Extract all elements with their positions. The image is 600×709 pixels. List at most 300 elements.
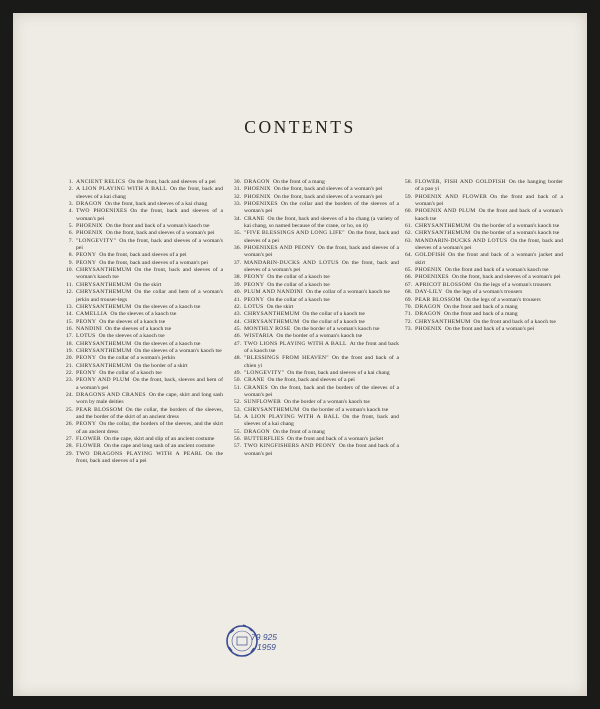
entry-description: On the front, back and sleeves of a woman's pei xyxy=(76,237,223,252)
entry-text xyxy=(76,363,223,370)
entry-description: On the front, back and sleeves of a kai chang xyxy=(76,186,223,200)
entry-description: On the front and back of a chien yi xyxy=(244,355,400,369)
entry-subject: PHOENIX xyxy=(415,267,442,274)
entry-description: On the sleeves of a kaoch tse xyxy=(110,311,177,318)
entry-subject: CHRYSANTHEMUM xyxy=(244,311,300,318)
contents-entry xyxy=(61,208,223,223)
entry-subject: A LION PLAYING WITH A BALL xyxy=(76,186,167,193)
entry-subject: PHOENIXES xyxy=(244,201,278,208)
entry-number: 69. xyxy=(404,296,412,303)
entry-subject: MANDARIN-DUCKS AND LOTUS xyxy=(244,259,339,266)
entry-subject: PEONY xyxy=(76,369,97,376)
entry-subject: CHRYSANTHEMUM xyxy=(76,362,132,369)
contents-entry xyxy=(61,186,223,201)
entry-number: 46. xyxy=(233,333,241,340)
entry-description: On the hanging border of a pao yi xyxy=(415,179,563,193)
contents-entry xyxy=(229,399,399,406)
entry-text xyxy=(415,326,563,333)
entry-number: 57. xyxy=(233,443,241,450)
entry-text xyxy=(244,414,399,429)
entry-subject: PEONY xyxy=(76,421,97,428)
entry-subject: PEONY xyxy=(244,296,265,303)
entry-description: On the front, back and sleeves of a woman's pei xyxy=(273,193,383,200)
entry-text xyxy=(76,355,223,362)
entry-description: On the cape, skirt and slip of an ancient costume xyxy=(103,436,215,443)
entry-description: On the front and back of a woman's kaoch tse xyxy=(415,208,563,222)
contents-entry xyxy=(61,289,223,304)
entry-subject: PHOENIX xyxy=(76,223,103,230)
entry-description: On the front and back of a woman's pei xyxy=(415,193,563,208)
entry-description: On the front and back of a woman's kaoch tse xyxy=(444,267,549,274)
entry-number: 67. xyxy=(404,281,412,288)
contents-entry xyxy=(229,245,399,260)
contents-entry xyxy=(229,414,399,429)
entry-text xyxy=(76,208,223,223)
entry-subject: NANDINI xyxy=(76,325,103,332)
entry-description: On the cape and long sash of an ancient costume xyxy=(103,443,215,450)
entry-description: On the sleeves of a woman's kaoch tse xyxy=(134,347,222,354)
entry-text xyxy=(244,260,399,275)
entry-number: 58. xyxy=(404,179,412,185)
contents-entry xyxy=(229,297,399,304)
entry-number: 45. xyxy=(233,325,241,332)
entry-text xyxy=(244,186,399,193)
entry-subject: PHOENIX xyxy=(76,230,103,237)
entry-description: On the front, back and sleeves of a woman's pei xyxy=(415,237,563,252)
entry-text xyxy=(244,216,399,231)
entry-description: On the sleeves of a kaoch tse xyxy=(134,303,201,310)
contents-entry xyxy=(229,341,399,356)
entry-description: On the border of a woman's kaoch tse xyxy=(473,230,560,237)
entry-subject: PEONY AND PLUM xyxy=(76,377,130,384)
entry-subject: PHOENIXES AND PEONY xyxy=(244,245,315,252)
entry-number: 42. xyxy=(233,303,241,310)
entry-subject: CHRYSANTHEMUM xyxy=(76,281,132,288)
contents-entry xyxy=(229,260,399,275)
entry-subject: GOLDFISH xyxy=(415,252,446,259)
entry-subject: "FIVE BLESSINGS AND LONG LIFE" xyxy=(244,230,345,237)
contents-entry xyxy=(61,333,223,340)
contents-entry xyxy=(61,252,223,259)
catalog-page xyxy=(13,13,587,696)
entry-description: On the front, back and sleeves of a pei xyxy=(76,450,223,465)
entry-subject: CHRYSANTHEMUM xyxy=(415,318,471,325)
contents-entry xyxy=(229,311,399,318)
entry-subject: CHRYSANTHEMUM xyxy=(244,406,300,413)
entry-subject: CHRYSANTHEMUM xyxy=(76,289,132,296)
entry-subject: LOTUS xyxy=(76,333,96,340)
contents-entry xyxy=(61,230,223,237)
entry-subject: DRAGON xyxy=(244,428,270,435)
entry-subject: FLOWER, FISH AND GOLDFISH xyxy=(415,179,506,185)
entry-subject: MONTHLY ROSE xyxy=(244,325,291,332)
entry-number: 10. xyxy=(65,267,73,274)
entry-description: On the collar of a woman's jerkin xyxy=(99,355,176,362)
entry-subject: "LONGEVITY" xyxy=(76,237,117,244)
contents-column-3 xyxy=(400,179,563,333)
entry-number: 55. xyxy=(233,428,241,435)
entry-number: 26. xyxy=(65,421,73,428)
entry-description: On the border of a woman's kaoch tse xyxy=(473,223,560,230)
contents-entry xyxy=(229,385,399,400)
entry-number: 63. xyxy=(404,237,412,244)
entry-text xyxy=(244,443,399,458)
entry-text xyxy=(244,245,399,260)
entry-text xyxy=(244,289,399,296)
entry-description: On the front, back and sleeves of a pei xyxy=(99,252,187,259)
entry-subject: TWO LIONS PLAYING WITH A BALL xyxy=(244,340,347,347)
contents-entry xyxy=(229,355,399,370)
entry-description: On the collar of a kaoch tse xyxy=(267,274,330,281)
entry-subject: ANCIENT RELICS xyxy=(76,179,126,185)
entry-description: On the sleeves of a kaoch tse xyxy=(98,333,165,340)
entry-description: On the legs of a woman's trousers xyxy=(474,281,552,288)
entry-number: 73. xyxy=(404,325,412,332)
entry-subject: CRANE xyxy=(244,377,265,384)
entry-text xyxy=(76,289,223,304)
entry-number: 49. xyxy=(233,369,241,376)
entry-number: 37. xyxy=(233,259,241,266)
entry-subject: CHRYSANTHEMUM xyxy=(415,223,471,230)
entry-number: 21. xyxy=(65,362,73,369)
entry-number: 14. xyxy=(65,311,73,318)
entry-number: 19. xyxy=(65,347,73,354)
contents-entry xyxy=(229,333,399,340)
entry-description: On the collar and the borders of the sleeves of a woman's pei xyxy=(244,201,399,215)
contents-entry xyxy=(61,421,223,436)
contents-entry xyxy=(400,252,563,267)
entry-number: 28. xyxy=(65,443,73,450)
entry-subject: CHRYSANTHEMUM xyxy=(244,318,300,325)
entry-number: 25. xyxy=(65,406,73,413)
entry-description: On the front, back and sleeves of a woman's pei xyxy=(451,274,561,281)
entry-description: On the front, back and sleeves of a woman's pei xyxy=(105,230,215,237)
entry-number: 12. xyxy=(65,289,73,296)
entry-number: 38. xyxy=(233,274,241,281)
entry-text xyxy=(76,377,223,392)
entry-subject: PHOENIX AND FLOWER xyxy=(415,193,488,200)
entry-subject: DRAGON xyxy=(76,201,102,208)
accession-year: 1959 xyxy=(257,642,276,652)
entry-text xyxy=(76,186,223,201)
entry-subject: "BLESSINGS FROM HEAVEN" xyxy=(244,355,329,362)
entry-subject: PHOENIX xyxy=(415,325,442,332)
contents-entry xyxy=(61,443,223,450)
entry-number: 36. xyxy=(233,245,241,252)
entry-description: On the border of a woman's kaoch tse xyxy=(284,399,370,406)
entry-description: On the skirt xyxy=(134,281,162,288)
entry-number: 43. xyxy=(233,311,241,318)
entry-number: 40. xyxy=(233,289,241,296)
entry-description: On the front, back, sleeves and hem of a woman's pei xyxy=(76,377,223,391)
entry-description: On the collar, the borders of the sleeves, and the skirt of an ancient dress xyxy=(76,421,223,435)
contents-entry xyxy=(400,274,563,281)
entry-description: On the front, back and sleeves of a pei xyxy=(128,179,216,185)
entry-number: 47. xyxy=(233,340,241,347)
entry-description: On the collar of a woman's kaoch tse xyxy=(305,289,390,296)
entry-subject: PEAR BLOSSOM xyxy=(76,406,123,413)
contents-entry xyxy=(229,289,399,296)
entry-description: On the front, back and sleeves of a woman's pei xyxy=(273,186,383,193)
entry-number: 50. xyxy=(233,377,241,384)
entry-subject: PHOENIX xyxy=(244,193,271,200)
entry-description: On the border of a woman's kaoch tse xyxy=(293,325,380,332)
entry-subject: DRAGON xyxy=(244,179,270,185)
entry-number: 8. xyxy=(68,252,73,259)
entry-number: 7. xyxy=(68,237,73,244)
entry-number: 18. xyxy=(65,340,73,347)
entry-text xyxy=(415,289,563,296)
entry-description: On the sleeves of a kaoch tse xyxy=(105,325,172,332)
contents-entry xyxy=(229,429,399,436)
entry-subject: TWO PHOENIXES xyxy=(76,208,128,215)
contents-entry xyxy=(400,319,563,326)
entry-number: 5. xyxy=(68,223,73,230)
entry-text xyxy=(415,311,563,318)
entry-text xyxy=(76,267,223,282)
entry-text xyxy=(244,311,399,318)
entry-subject: CAMELLIA xyxy=(76,311,108,318)
contents-entry xyxy=(61,341,223,348)
entry-subject: PEONY xyxy=(76,318,97,325)
entry-subject: MANDARIN-DUCKS AND LOTUS xyxy=(415,237,508,244)
entry-text xyxy=(244,201,399,216)
entry-subject: CHRYSANTHEMUM xyxy=(76,267,132,274)
contents-entry xyxy=(229,186,399,193)
contents-entry xyxy=(400,297,563,304)
entry-subject: CHRYSANTHEMUM xyxy=(76,340,132,347)
contents-entry xyxy=(61,238,223,253)
entry-description: On the border of a skirt xyxy=(134,362,188,369)
entry-number: 29. xyxy=(65,450,73,457)
entry-number: 1. xyxy=(68,179,73,185)
contents-entry xyxy=(400,208,563,223)
entry-description: On the collar of a kaoch tse xyxy=(302,318,365,325)
entry-description: On the front and back of a mang xyxy=(443,303,518,310)
entry-description: On the collar of a kaoch tse xyxy=(267,296,330,303)
entry-number: 9. xyxy=(68,259,73,266)
contents-entry xyxy=(400,179,563,194)
entry-text xyxy=(244,385,399,400)
entry-subject: CHRYSANTHEMUM xyxy=(76,303,132,310)
entry-number: 56. xyxy=(233,436,241,443)
entry-subject: DRAGONS AND CRANES xyxy=(76,391,146,398)
entry-subject: PHOENIX AND PLUM xyxy=(415,208,476,215)
entry-number: 61. xyxy=(404,223,412,230)
entry-text xyxy=(415,194,563,209)
entry-text xyxy=(76,407,223,422)
entry-number: 64. xyxy=(404,252,412,259)
entry-subject: TWO DRAGONS PLAYING WITH A PEARL xyxy=(76,450,203,457)
entry-text xyxy=(244,399,399,406)
entry-subject: PHOENIX xyxy=(244,186,271,193)
contents-entry xyxy=(229,201,399,216)
entry-number: 20. xyxy=(65,355,73,362)
entry-text xyxy=(415,179,563,194)
entry-number: 3. xyxy=(68,201,73,208)
entry-subject: PHOENIXES xyxy=(415,274,449,281)
entry-text xyxy=(244,429,399,436)
contents-entry xyxy=(61,319,223,326)
entry-text xyxy=(76,333,223,340)
entry-number: 52. xyxy=(233,399,241,406)
entry-description: On the front and back of a woman's pei xyxy=(444,325,535,332)
entry-subject: DRAGON xyxy=(415,311,441,318)
entry-description: On the front, back and the borders of the sleeves of a woman's pei xyxy=(244,384,399,398)
entry-subject: "LONGEVITY" xyxy=(244,369,285,376)
entry-subject: FLOWER xyxy=(76,436,101,443)
entry-subject: PEONY xyxy=(244,281,265,288)
entry-text xyxy=(244,319,399,326)
entry-text xyxy=(76,443,223,450)
entry-text xyxy=(76,392,223,407)
entry-text xyxy=(76,319,223,326)
entry-number: 44. xyxy=(233,318,241,325)
entry-number: 16. xyxy=(65,325,73,332)
entry-number: 51. xyxy=(233,384,241,391)
entry-number: 71. xyxy=(404,311,412,318)
entry-number: 33. xyxy=(233,201,241,208)
entry-subject: LOTUS xyxy=(244,303,264,310)
entry-number: 6. xyxy=(68,230,73,237)
contents-entry xyxy=(229,230,399,245)
entry-text xyxy=(244,355,399,370)
entry-subject: CRANES xyxy=(244,384,268,391)
contents-column-1 xyxy=(61,179,223,465)
entry-description: On the front, back and sleeves of a pei xyxy=(267,377,355,384)
entry-number: 17. xyxy=(65,333,73,340)
entry-text xyxy=(244,341,399,356)
entry-number: 23. xyxy=(65,377,73,384)
entry-text xyxy=(244,377,399,384)
entry-subject: PEAR BLOSSOM xyxy=(415,296,461,303)
entry-text xyxy=(415,297,563,304)
entry-description: On the collar and hem of a woman's jerkin and trouser-legs xyxy=(76,289,223,303)
entry-description: On the collar, the borders of the sleeves, and the border of the skirt of an ancient dress xyxy=(76,406,223,420)
entry-description: On the cape, skirt and long sash worn by male deities xyxy=(76,391,223,406)
entry-number: 39. xyxy=(233,281,241,288)
entry-number: 59. xyxy=(404,193,412,200)
entry-description: On the front and back of a kaoch tse xyxy=(473,318,556,325)
entry-description: On the front, back and sleeves of a woman's pei xyxy=(244,245,399,259)
contents-entry xyxy=(229,377,399,384)
contents-entry xyxy=(229,407,399,414)
contents-entry xyxy=(61,451,223,466)
entry-text xyxy=(415,319,563,326)
entry-subject: WISTARIA xyxy=(244,333,274,340)
entry-subject: PEONY xyxy=(76,259,97,266)
entry-subject: CHRYSANTHEMUM xyxy=(76,347,132,354)
entry-number: 2. xyxy=(68,186,73,193)
entry-description: On the front and back of a woman's kaoch tse xyxy=(105,223,210,230)
contents-entry xyxy=(229,319,399,326)
contents-entry xyxy=(61,377,223,392)
entry-description: On the front, back and sleeves of a woman's pei xyxy=(244,259,399,274)
entry-number: 24. xyxy=(65,391,73,398)
entry-text xyxy=(76,451,223,466)
entry-number: 32. xyxy=(233,193,241,200)
entry-description: On the skirt xyxy=(266,303,294,310)
entry-description: On the front, back and sleeves of a kai chang xyxy=(104,201,208,208)
contents-entry xyxy=(229,216,399,231)
entry-number: 54. xyxy=(233,414,241,420)
entry-number: 4. xyxy=(68,208,73,215)
entry-number: 62. xyxy=(404,230,412,237)
entry-subject: PLUM AND NANDINI xyxy=(244,289,303,296)
entry-description: On the front and back of a woman's jacket and skirt xyxy=(415,252,563,266)
entry-subject: PEONY xyxy=(76,355,97,362)
contents-entry xyxy=(400,326,563,333)
contents-column-2 xyxy=(229,179,399,458)
entry-description: On the border of a woman's kaoch tse xyxy=(302,406,389,413)
entry-number: 68. xyxy=(404,289,412,296)
entry-text xyxy=(244,230,399,245)
contents-entry xyxy=(61,407,223,422)
entry-description: On the collar of a kaoch tse xyxy=(302,311,365,318)
entry-description: At the front and back of a kaoch tse xyxy=(244,340,399,354)
entry-text xyxy=(244,194,399,201)
entry-description: On the front, back and sleeves of a pei xyxy=(244,230,400,244)
entry-description: On the front, back and sleeves of a woman's kaoch tse xyxy=(76,267,223,281)
entry-number: 66. xyxy=(404,274,412,281)
entry-description: On the legs of a woman's trousers xyxy=(463,296,541,303)
entry-number: 15. xyxy=(65,318,73,325)
entry-description: On the front and back of a woman's jacket xyxy=(287,436,384,443)
contents-entry xyxy=(229,443,399,458)
page-title: CONTENTS xyxy=(244,117,356,137)
contents-entry xyxy=(229,274,399,281)
entry-description: On the front of a mang xyxy=(272,428,325,435)
entry-subject: PEONY xyxy=(76,252,97,259)
entry-text xyxy=(244,297,399,304)
entry-description: On the front of a mang xyxy=(272,179,325,185)
accession-number: 79 925 xyxy=(251,632,277,642)
entry-text xyxy=(244,333,399,340)
entry-text xyxy=(415,230,563,237)
contents-entry xyxy=(400,289,563,296)
contents-entry xyxy=(61,311,223,318)
entry-text xyxy=(76,311,223,318)
entry-text xyxy=(76,421,223,436)
entry-text xyxy=(415,208,563,223)
entry-description: On the front, back and sleeves of a kai chang xyxy=(244,414,399,428)
entry-number: 13. xyxy=(65,303,73,310)
entry-description: On the front and back of a woman's pei xyxy=(244,443,399,457)
entry-text xyxy=(76,230,223,237)
entry-text xyxy=(76,341,223,348)
entry-description: On the sleeves of a kaoch tse xyxy=(134,340,201,347)
entry-number: 41. xyxy=(233,296,241,303)
contents-entry xyxy=(61,267,223,282)
entry-number: 22. xyxy=(65,369,73,376)
entry-number: 11. xyxy=(66,281,73,288)
entry-subject: CHRYSANTHEMUM xyxy=(415,230,471,237)
entry-number: 27. xyxy=(65,436,73,443)
entry-text xyxy=(76,252,223,259)
entry-number: 72. xyxy=(404,318,412,325)
entry-number: 48. xyxy=(233,355,241,362)
entry-description: On the front and back of a mang xyxy=(443,311,518,318)
entry-description: On the legs of a woman's trousers xyxy=(445,289,523,296)
contents-entry xyxy=(61,355,223,362)
entry-description: On the sleeves of a kaoch tse xyxy=(99,318,166,325)
entry-text xyxy=(76,238,223,253)
entry-text xyxy=(415,274,563,281)
contents-entry xyxy=(61,392,223,407)
contents-entry xyxy=(400,230,563,237)
entry-subject: BUTTERFLIES xyxy=(244,436,285,443)
contents-entry xyxy=(400,238,563,253)
